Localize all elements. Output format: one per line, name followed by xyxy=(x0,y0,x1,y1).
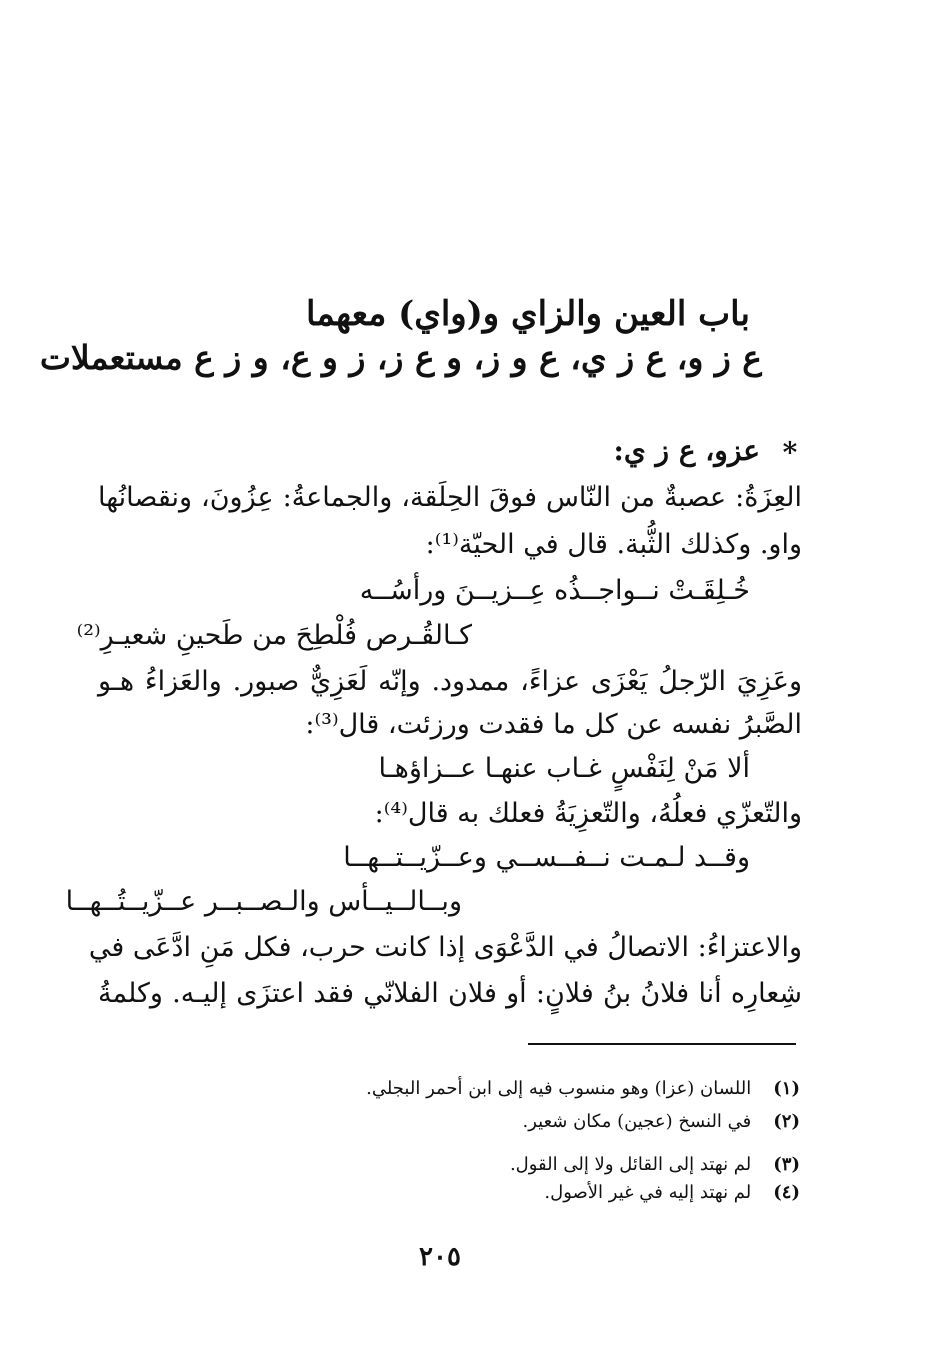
footnote-number: (٢) xyxy=(773,1111,800,1132)
chapter-title: باب العين والزاي و(واي) معهما xyxy=(306,294,750,334)
footnote-text: اللسان (عزا) وهو منسوب فيه إلى ابن أحمر البجلي. xyxy=(366,1078,752,1099)
body-line: شِعارِه أنا فلانُ بنُ فلانٍ: أو فلان الفلانّي فقد اعتزَى إليـه. وكلمةُ xyxy=(98,978,802,1009)
footnote xyxy=(330,1076,800,1102)
footnote-number: (٤) xyxy=(773,1182,800,1203)
verse-line: ألا مَنْ لِنَفْسٍ غـاب عنهـا عــزاؤهـا xyxy=(378,753,750,784)
body-line: والاعتزاءُ: الاتصالُ في الدَّعْوَى إذا كانت حرب، فكل مَنِ ادَّعَى في xyxy=(88,932,802,963)
footnote-text: لم نهتد إلى القائل ولا إلى القول. xyxy=(509,1154,752,1175)
body-line: العِزَةُ: عصبةٌ من النّاس فوقَ الحِلَقة، والجماعةُ: عِزُونَ، ونقصانُها xyxy=(98,482,802,513)
footnote xyxy=(330,1180,800,1206)
footnote-text: في النسخ (عجين) مكان شعير. xyxy=(522,1111,752,1132)
verse-line: وقــد لـمـت نــفــســي وعــزّيــتــهــا xyxy=(343,842,750,873)
body-line: الصَّبرُ نفسه عن كل ما فقدت ورزئت، قال⁽³⁾: xyxy=(305,709,802,740)
footnote xyxy=(330,1152,800,1178)
entry-marker: * xyxy=(782,436,798,469)
footnote-separator xyxy=(528,1043,796,1045)
body-line: وعَزِيَ الرّجلُ يَعْزَى عزاءً، ممدود. وإنّه لَعَزِيٌّ صبور. والعَزاءُ هـو xyxy=(98,666,802,697)
verse-line: كـالقُـرص فُلْطِحَ من طَحينِ شعيـرِ⁽²⁾ xyxy=(76,620,472,651)
footnote xyxy=(330,1109,800,1135)
footnote-number: (٣) xyxy=(773,1154,800,1175)
footnote-number: (١) xyxy=(773,1078,800,1099)
footnote-text: لم نهتد إليه في غير الأصول. xyxy=(544,1182,752,1203)
body-line: واو. وكذلك الثُّبة. قال في الحيّة⁽¹⁾: xyxy=(425,529,802,560)
page-number: ٢٠٥ xyxy=(419,1242,461,1272)
verse-line: خُـلِقَـتْ نــواجــذُه عِــزيــنَ ورأسُــه xyxy=(359,575,750,606)
chapter-subtitle: ع ز و، ع ز ي، ع و ز، و ع ز، ز و ع، و ز ع مستعملات xyxy=(39,338,762,377)
body-line: والتّعزّي فعلُهُ، والتّعزِيَةُ فعلك به قال⁽⁴⁾: xyxy=(374,798,802,829)
entry-headword: عزو، ع ز ي: xyxy=(613,434,760,467)
verse-line: وبــالــيــأس والـصــبــر عــزّيــتُــهــا xyxy=(65,886,462,917)
